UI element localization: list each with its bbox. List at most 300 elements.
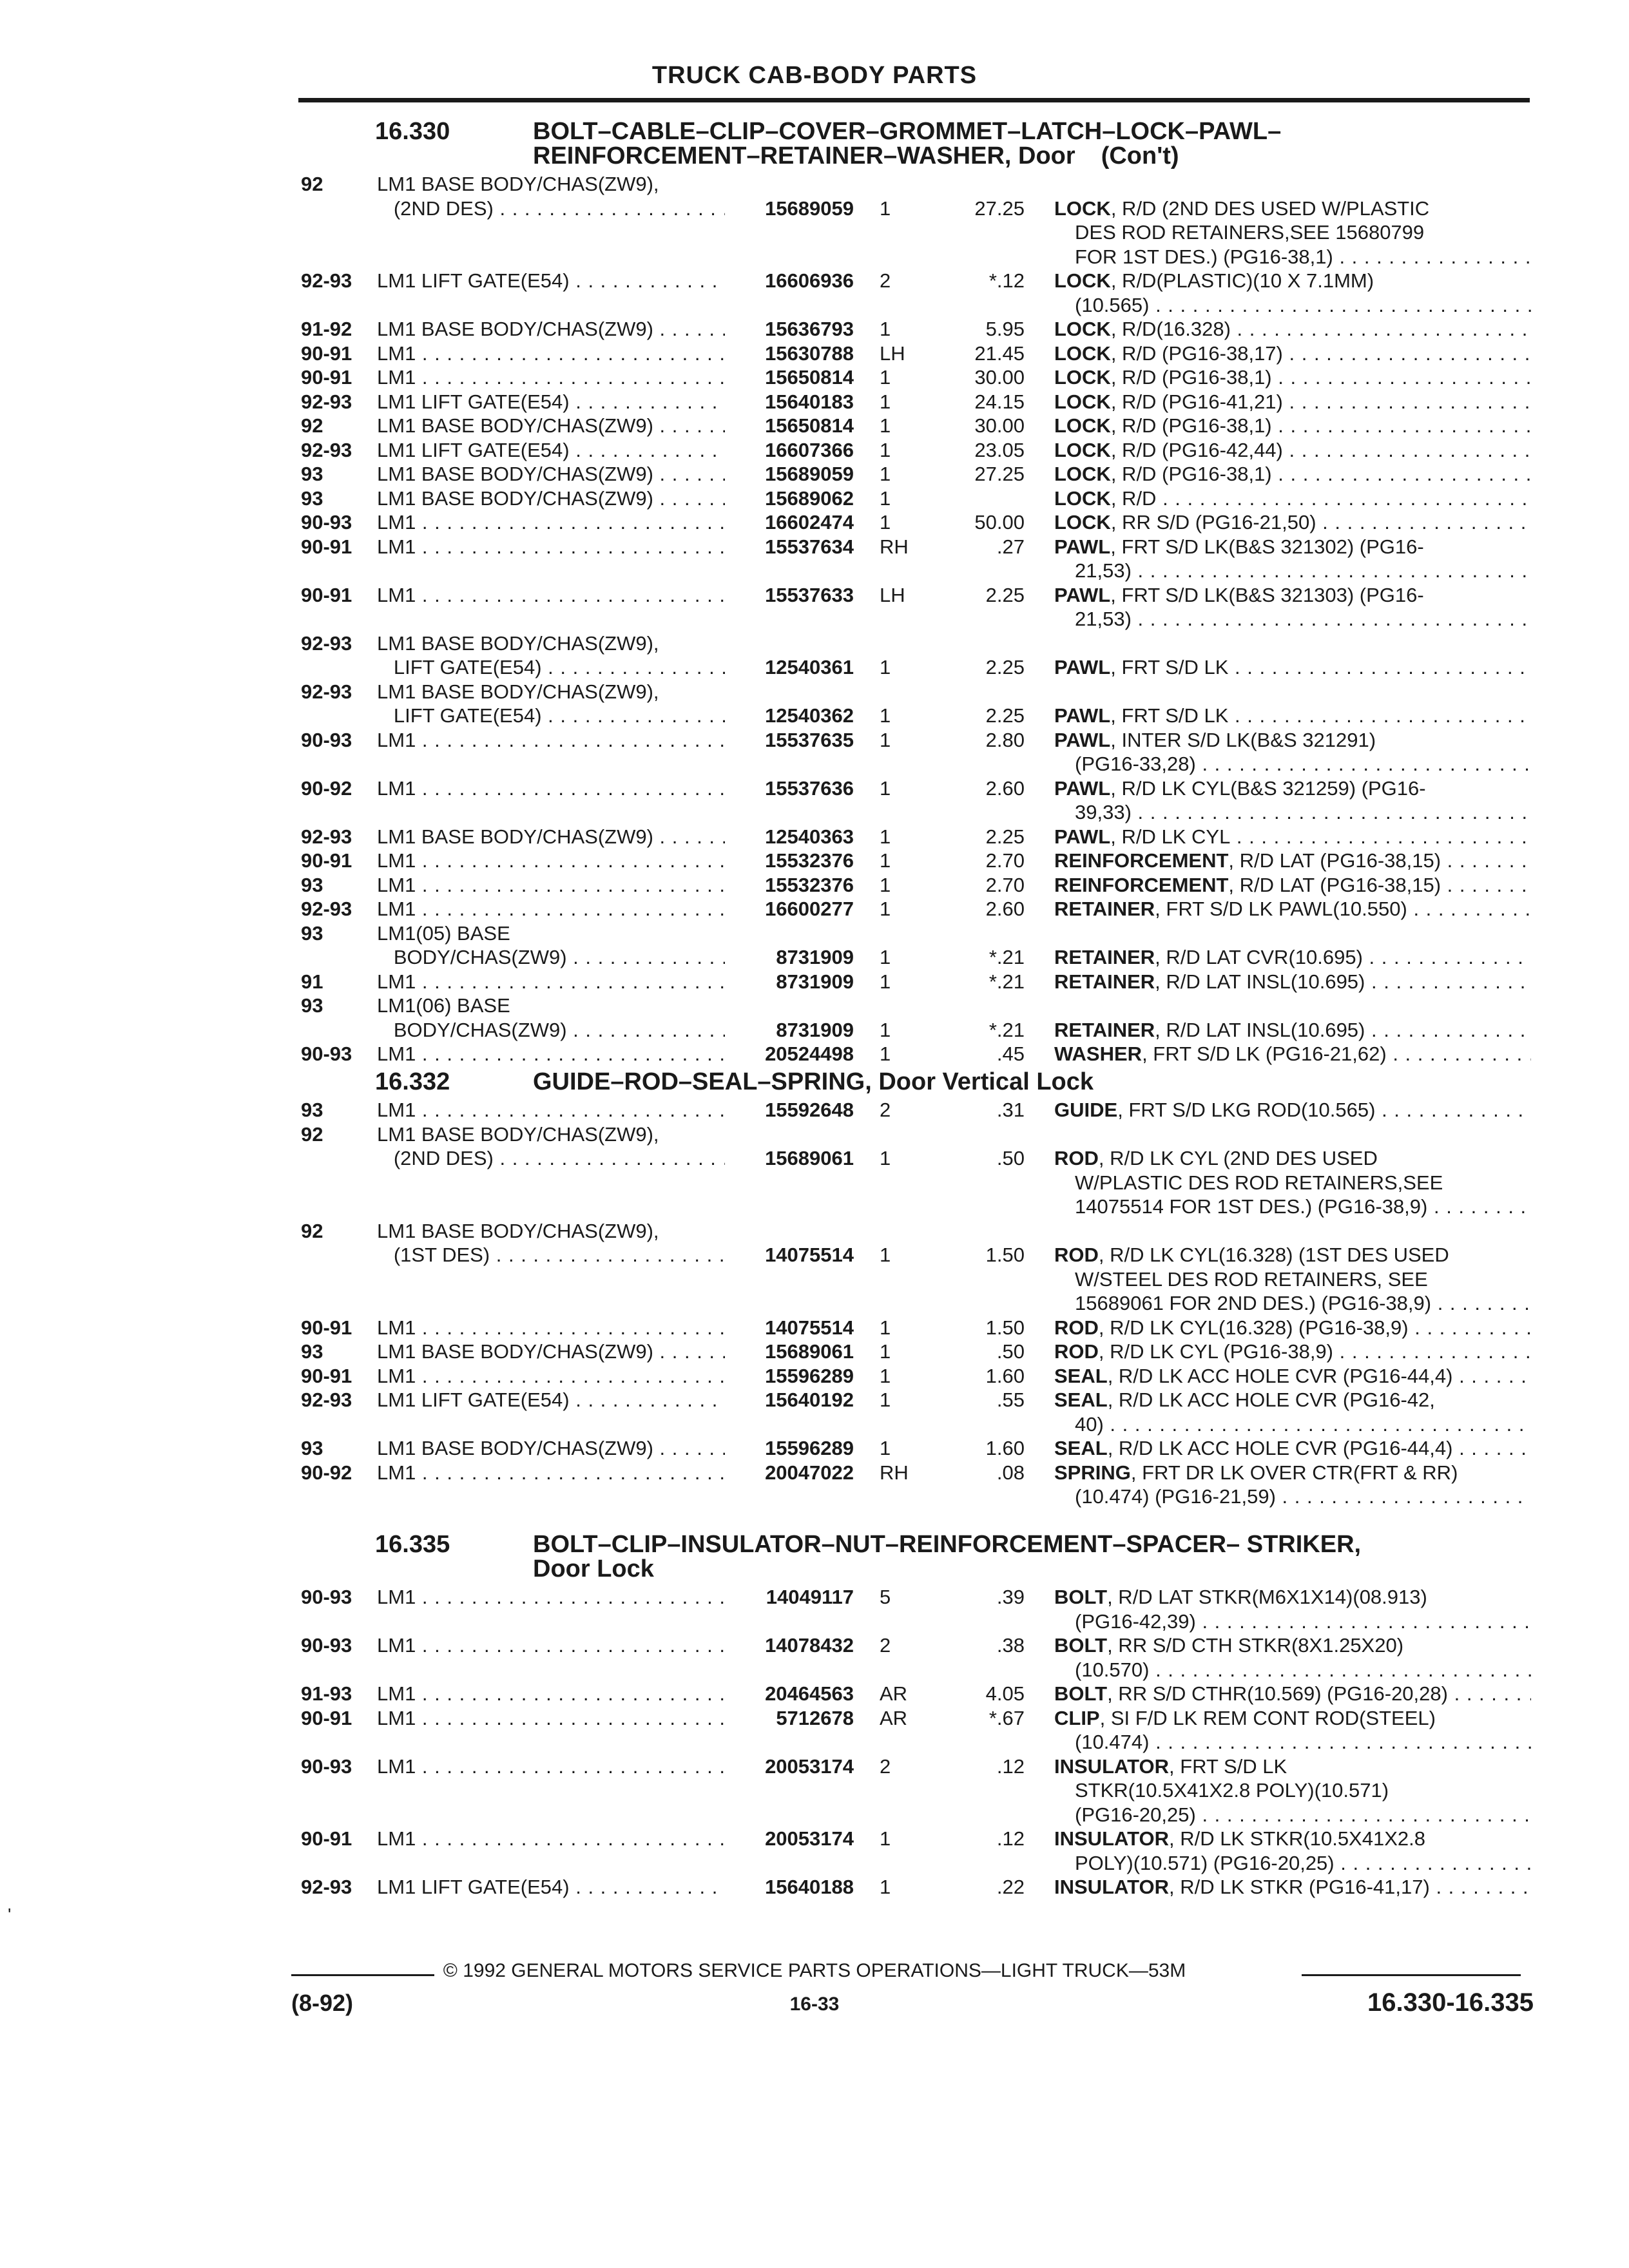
- section-number: 16.335: [375, 1531, 450, 1558]
- part-description: [1054, 462, 1531, 486]
- model-code: [377, 583, 725, 608]
- part-number: 15532376: [765, 849, 854, 872]
- model-code: [377, 1461, 725, 1485]
- model-code: [377, 390, 725, 414]
- model-line: LM1 . . .: [377, 1461, 725, 1485]
- part-number: 14049117: [766, 1586, 854, 1608]
- part-name: LOCK: [1054, 269, 1111, 292]
- model-code: [377, 1633, 725, 1658]
- price: 2.25: [985, 825, 1025, 848]
- model-code: [377, 680, 725, 728]
- quantity: 1: [880, 366, 891, 389]
- price: 1.50: [985, 1244, 1025, 1266]
- description-line: SPRING, FRT DR LK OVER CTR(FRT & RR): [1054, 1461, 1458, 1484]
- quantity: 1: [880, 656, 891, 678]
- part-description: [1054, 1436, 1531, 1461]
- description-line: LOCK, R/D(16.328) . . .: [1054, 317, 1531, 341]
- price: 50.00: [974, 511, 1025, 533]
- model-year: 92-93: [301, 680, 352, 703]
- part-name: ROD: [1054, 1147, 1099, 1169]
- part-description: [1054, 1388, 1531, 1436]
- part-number: 15689059: [765, 197, 854, 220]
- model-year: 92-93: [301, 269, 352, 292]
- model-year: 93: [301, 994, 323, 1017]
- part-number: 15636793: [765, 318, 854, 340]
- description-line: PAWL, FRT S/D LK . . .: [1054, 655, 1531, 680]
- model-code: [377, 1388, 725, 1412]
- footer-copyright: © 1992 GENERAL MOTORS SERVICE PARTS OPERATIONS—LIGHT TRUCK—53M: [434, 1960, 1195, 1981]
- description-line: (PG16-42,39) . . .: [1054, 1610, 1531, 1634]
- model-year: 92: [301, 1122, 323, 1146]
- part-name: LOCK: [1054, 318, 1111, 340]
- price: 5.95: [985, 318, 1025, 340]
- description-line: PAWL, FRT S/D LK(B&S 321302) (PG16-: [1054, 535, 1424, 558]
- part-number: 8731909: [776, 970, 854, 993]
- part-description: [1054, 1585, 1531, 1633]
- part-description: [1054, 825, 1531, 849]
- model-year: 93: [301, 463, 323, 485]
- model-line: BODY/CHAS(ZW9) . . .: [377, 1018, 725, 1043]
- model-line: LM1 . . .: [377, 510, 725, 535]
- quantity: 1: [880, 1876, 891, 1898]
- model-code: [377, 921, 725, 970]
- price: *.67: [988, 1706, 1025, 1729]
- price: .12: [996, 1827, 1025, 1850]
- part-name: ROD: [1054, 1340, 1099, 1363]
- part-name: WASHER: [1054, 1043, 1142, 1065]
- quantity: 1: [880, 390, 891, 413]
- part-description: [1054, 341, 1531, 366]
- description-line: PAWL, INTER S/D LK(B&S 321291): [1054, 728, 1376, 751]
- model-code: [377, 1706, 725, 1731]
- part-name: ROD: [1054, 1244, 1099, 1266]
- section-heading: [533, 1532, 1361, 1581]
- part-number: 15640183: [765, 390, 854, 413]
- section-continued: (Con't): [1101, 142, 1179, 169]
- part-description: [1054, 970, 1531, 994]
- quantity: LH: [880, 583, 905, 606]
- model-year: 90-93: [301, 728, 352, 751]
- description-line: (PG16-33,28) . . .: [1054, 752, 1531, 776]
- model-line: LM1 LIFT GATE(E54) . . .: [377, 390, 725, 414]
- part-description: [1054, 1461, 1531, 1509]
- part-description: [1054, 510, 1531, 535]
- part-number: 8731909: [776, 946, 854, 968]
- model-code: [377, 1219, 725, 1267]
- model-code: [377, 414, 725, 438]
- part-name: BOLT: [1054, 1586, 1108, 1608]
- description-line: LOCK, R/D (PG16-38,1) . . .: [1054, 414, 1531, 438]
- quantity: 5: [880, 1586, 891, 1608]
- quantity: 2: [880, 269, 891, 292]
- price: .12: [996, 1754, 1025, 1778]
- part-description: [1054, 1706, 1531, 1754]
- model-code: [377, 994, 725, 1042]
- model-line: LM1 . . .: [377, 1585, 725, 1610]
- part-number: 16607366: [765, 438, 854, 461]
- model-year: 93: [301, 1099, 323, 1121]
- model-line: LM1 BASE BODY/CHAS(ZW9) . . .: [377, 317, 725, 341]
- description-line: REINFORCEMENT, R/D LAT (PG16-38,15) . . .: [1054, 849, 1531, 873]
- section-heading-line: REINFORCEMENT–RETAINER–WASHER, Door (Con't): [533, 142, 1179, 169]
- part-number: 20053174: [765, 1827, 854, 1850]
- price: 2.25: [985, 704, 1025, 727]
- quantity: 1: [880, 825, 891, 848]
- part-number: 15650814: [765, 414, 854, 437]
- description-line: 21,53) . . .: [1054, 607, 1531, 631]
- model-year: 90-91: [301, 1706, 352, 1729]
- model-line: (2ND DES) . . .: [377, 1146, 725, 1171]
- description-line: GUIDE, FRT S/D LKG ROD(10.565) . . .: [1054, 1098, 1531, 1122]
- part-name: PAWL: [1054, 535, 1111, 558]
- price: .31: [996, 1099, 1025, 1121]
- part-description: [1054, 583, 1531, 631]
- model-code: [377, 438, 725, 463]
- margin-mark: ': [8, 1905, 12, 1925]
- quantity: 1: [880, 318, 891, 340]
- part-number: 16606936: [765, 269, 854, 292]
- price: .08: [996, 1461, 1025, 1484]
- part-number: 14075514: [765, 1244, 854, 1266]
- description-line: LOCK, R/D (2ND DES USED W/PLASTIC: [1054, 197, 1430, 220]
- description-line: WASHER, FRT S/D LK (PG16-21,62) . . .: [1054, 1042, 1531, 1066]
- description-line: INSULATOR, FRT S/D LK: [1054, 1754, 1287, 1778]
- part-number: 20047022: [765, 1461, 854, 1484]
- model-year: 93: [301, 921, 323, 945]
- quantity: 1: [880, 1827, 891, 1850]
- model-year: 90-92: [301, 776, 352, 800]
- part-number: 15689061: [765, 1147, 854, 1169]
- part-number: 15592648: [765, 1099, 854, 1121]
- price: .45: [996, 1043, 1025, 1065]
- model-line: LM1 . . .: [377, 1098, 725, 1122]
- model-code: [377, 631, 725, 680]
- part-number: 16600277: [765, 898, 854, 920]
- description-line: CLIP, SI F/D LK REM CONT ROD(STEEL): [1054, 1706, 1436, 1729]
- model-line: LM1 LIFT GATE(E54) . . .: [377, 438, 725, 463]
- quantity: RH: [880, 1461, 909, 1484]
- section-number: 16.332: [375, 1068, 450, 1095]
- part-name: PAWL: [1054, 825, 1111, 848]
- model-code: [377, 1316, 725, 1340]
- description-line: DES ROD RETAINERS,SEE 15680799: [1075, 221, 1425, 244]
- model-year: 90-93: [301, 1754, 352, 1778]
- description-line: 14075514 FOR 1ST DES.) (PG16-38,9) . . .: [1054, 1195, 1531, 1219]
- model-line: LM1 LIFT GATE(E54) . . .: [377, 1388, 725, 1412]
- price: 2.60: [985, 776, 1025, 800]
- quantity: LH: [880, 341, 905, 365]
- model-year: 90-93: [301, 1043, 352, 1065]
- part-description: [1054, 1340, 1531, 1364]
- part-number: 15640188: [765, 1876, 854, 1898]
- model-line: LM1 BASE BODY/CHAS(ZW9) . . .: [377, 414, 725, 438]
- quantity: 1: [880, 511, 891, 533]
- description-line: W/STEEL DES ROD RETAINERS, SEE: [1075, 1267, 1428, 1291]
- model-code: [377, 1098, 725, 1122]
- model-line: BODY/CHAS(ZW9) . . .: [377, 945, 725, 970]
- quantity: 1: [880, 486, 891, 510]
- part-description: [1054, 438, 1531, 463]
- quantity: 1: [880, 1437, 891, 1459]
- part-number: 15596289: [765, 1364, 854, 1387]
- footer-date: (8-92): [291, 1990, 354, 2016]
- model-line: LM1 BASE BODY/CHAS(ZW9),: [377, 631, 659, 655]
- model-year: 92: [301, 1219, 323, 1242]
- price: 23.05: [974, 438, 1025, 461]
- part-number: 16602474: [765, 511, 854, 533]
- description-line: REINFORCEMENT, R/D LAT (PG16-38,15) . . .: [1054, 873, 1531, 898]
- description-line: POLY)(10.571) (PG16-20,25) . . .: [1054, 1851, 1531, 1876]
- price: 2.80: [985, 728, 1025, 751]
- model-line: LIFT GATE(E54) . . .: [377, 655, 725, 680]
- model-year: 90-91: [301, 1364, 352, 1387]
- part-number: 15532376: [765, 873, 854, 896]
- quantity: 1: [880, 970, 891, 993]
- quantity: AR: [880, 1682, 908, 1705]
- description-line: LOCK, R/D (PG16-38,1) . . .: [1054, 462, 1531, 486]
- section-heading-line: BOLT–CLIP–INSULATOR–NUT–REINFORCEMENT–SPACER– STRIKER,: [533, 1531, 1362, 1558]
- description-line: INSULATOR, R/D LK STKR(10.5X41X2.8: [1054, 1827, 1425, 1850]
- part-number: 12540361: [765, 656, 854, 678]
- section-heading-line: BOLT–CABLE–CLIP–COVER–GROMMET–LATCH–LOCK–PAWL–: [533, 118, 1282, 145]
- description-line: LOCK, R/D (PG16-38,1) . . .: [1054, 365, 1531, 390]
- price: 2.60: [985, 898, 1025, 920]
- part-number: 15537636: [765, 776, 854, 800]
- quantity: 1: [880, 1364, 891, 1387]
- description-line: ROD, R/D LK CYL(16.328) (1ST DES USED: [1054, 1244, 1449, 1266]
- price: 27.25: [974, 463, 1025, 485]
- part-description: [1054, 704, 1531, 728]
- model-year: 90-91: [301, 535, 352, 558]
- model-line: LM1 . . .: [377, 849, 725, 873]
- model-year: 92-93: [301, 1389, 352, 1411]
- part-number: 20464563: [765, 1682, 854, 1705]
- description-line: BOLT, RR S/D CTHR(10.569) (PG16-20,28) . . .: [1054, 1682, 1531, 1706]
- model-code: [377, 873, 725, 898]
- model-year: 91-92: [301, 318, 352, 340]
- model-year: 93: [301, 1340, 323, 1363]
- model-year: 92-93: [301, 898, 352, 920]
- quantity: 1: [880, 776, 891, 800]
- model-code: [377, 172, 725, 220]
- description-line: LOCK, R/D (PG16-41,21) . . .: [1054, 390, 1531, 414]
- part-description: [1054, 1875, 1531, 1899]
- price: .50: [996, 1147, 1025, 1169]
- part-name: LOCK: [1054, 463, 1111, 485]
- model-line: LM1 . . .: [377, 341, 725, 366]
- part-description: [1054, 1018, 1531, 1043]
- price: 2.25: [985, 583, 1025, 606]
- model-line: LM1 BASE BODY/CHAS(ZW9),: [377, 1219, 659, 1242]
- model-year: 93: [301, 486, 323, 510]
- part-description: [1054, 1364, 1531, 1389]
- model-line: LIFT GATE(E54) . . .: [377, 704, 725, 728]
- price: 1.60: [985, 1437, 1025, 1459]
- description-line: SEAL, R/D LK ACC HOLE CVR (PG16-42,: [1054, 1389, 1435, 1411]
- part-description: [1054, 1827, 1531, 1875]
- price: .22: [996, 1876, 1025, 1898]
- model-line: LM1 . . .: [377, 1042, 725, 1066]
- description-line: BOLT, R/D LAT STKR(M6X1X14)(08.913): [1054, 1586, 1427, 1608]
- part-name: PAWL: [1054, 704, 1111, 727]
- model-code: [377, 1122, 725, 1171]
- part-name: CLIP: [1054, 1706, 1100, 1729]
- quantity: 2: [880, 1754, 891, 1778]
- section-heading: [533, 119, 1281, 168]
- description-line: PAWL, FRT S/D LK . . .: [1054, 704, 1531, 728]
- part-name: SPRING: [1054, 1461, 1131, 1484]
- model-code: [377, 269, 725, 293]
- part-number: 14075514: [765, 1316, 854, 1339]
- section-heading: [533, 1070, 1094, 1094]
- description-line: 21,53) . . .: [1054, 559, 1531, 583]
- price: .50: [996, 1340, 1025, 1363]
- model-line: LM1 . . .: [377, 873, 725, 898]
- model-line: LM1 BASE BODY/CHAS(ZW9),: [377, 1122, 659, 1146]
- quantity: 1: [880, 1147, 891, 1169]
- model-code: [377, 365, 725, 390]
- description-line: LOCK, R/D (PG16-42,44) . . .: [1054, 438, 1531, 463]
- model-code: [377, 1754, 725, 1779]
- part-name: GUIDE: [1054, 1099, 1118, 1121]
- model-line: LM1 . . .: [377, 1364, 725, 1389]
- description-line: ROD, R/D LK CYL(16.328) (PG16-38,9) . . .: [1054, 1316, 1531, 1340]
- model-year: 92-93: [301, 631, 352, 655]
- quantity: RH: [880, 535, 909, 558]
- footer-section-range: 16.330-16.335: [1367, 1988, 1534, 2017]
- part-description: [1054, 1682, 1531, 1706]
- description-line: (10.565) . . .: [1054, 293, 1531, 318]
- model-line: LM1 . . .: [377, 1754, 725, 1779]
- part-name: REINFORCEMENT: [1054, 873, 1229, 896]
- part-description: [1054, 486, 1531, 511]
- part-description: [1054, 535, 1531, 583]
- model-code: [377, 1827, 725, 1851]
- part-number: 14078432: [765, 1634, 854, 1657]
- part-description: [1054, 365, 1531, 390]
- part-name: LOCK: [1054, 366, 1111, 389]
- price: 24.15: [974, 390, 1025, 413]
- description-line: RETAINER, R/D LAT INSL(10.695) . . .: [1054, 970, 1531, 994]
- model-line: LM1 . . .: [377, 776, 725, 801]
- model-code: [377, 1875, 725, 1899]
- section-heading-line: GUIDE–ROD–SEAL–SPRING, Door Vertical Lock: [533, 1068, 1094, 1095]
- model-line: (1ST DES) . . .: [377, 1243, 725, 1267]
- model-line: LM1 LIFT GATE(E54) . . .: [377, 269, 725, 293]
- model-year: 92-93: [301, 825, 352, 848]
- part-number: 20053174: [765, 1754, 854, 1778]
- model-year: 90-91: [301, 366, 352, 389]
- part-name: PAWL: [1054, 656, 1111, 678]
- model-year: 91: [301, 970, 323, 993]
- quantity: 1: [880, 1244, 891, 1266]
- model-line: LM1 . . .: [377, 897, 725, 921]
- model-year: 90-91: [301, 1827, 352, 1850]
- model-line: LM1 . . .: [377, 1316, 725, 1340]
- part-name: LOCK: [1054, 390, 1111, 413]
- quantity: 1: [880, 1316, 891, 1339]
- part-name: SEAL: [1054, 1437, 1108, 1459]
- price: 1.50: [985, 1316, 1025, 1339]
- model-line: LM1 BASE BODY/CHAS(ZW9) . . .: [377, 1340, 725, 1364]
- model-line: LM1 . . .: [377, 583, 725, 608]
- part-description: [1054, 897, 1531, 921]
- description-line: BOLT, RR S/D CTH STKR(8X1.25X20): [1054, 1634, 1404, 1657]
- part-description: [1054, 849, 1531, 873]
- part-name: REINFORCEMENT: [1054, 849, 1229, 872]
- quantity: 1: [880, 1043, 891, 1065]
- model-code: [377, 728, 725, 753]
- price: 27.25: [974, 197, 1025, 220]
- model-code: [377, 1682, 725, 1706]
- model-line: LM1 . . .: [377, 365, 725, 390]
- part-description: [1054, 776, 1531, 825]
- description-line: LOCK, R/D(PLASTIC)(10 X 7.1MM): [1054, 269, 1374, 292]
- model-line: LM1 . . .: [377, 1827, 725, 1851]
- part-name: SEAL: [1054, 1364, 1108, 1387]
- quantity: 1: [880, 728, 891, 751]
- model-year: 90-91: [301, 583, 352, 606]
- model-year: 92: [301, 414, 323, 437]
- model-code: [377, 317, 725, 341]
- price: *.21: [988, 970, 1025, 993]
- model-line: LM1 . . .: [377, 1706, 725, 1731]
- description-line: ROD, R/D LK CYL (2ND DES USED: [1054, 1147, 1378, 1169]
- model-line: LM1 BASE BODY/CHAS(ZW9),: [377, 173, 659, 195]
- part-description: [1054, 728, 1531, 776]
- part-number: 8731909: [776, 1018, 854, 1041]
- model-year: 90-93: [301, 1586, 352, 1608]
- description-line: 15689061 FOR 2ND DES.) (PG16-38,9) . . .: [1054, 1291, 1531, 1316]
- part-name: RETAINER: [1054, 1018, 1155, 1041]
- quantity: 1: [880, 463, 891, 485]
- quantity: 2: [880, 1634, 891, 1657]
- section-title: [375, 119, 1281, 168]
- model-line: LM1 . . .: [377, 535, 725, 559]
- part-name: RETAINER: [1054, 898, 1155, 920]
- part-number: 15630788: [765, 341, 854, 365]
- page-header: TRUCK CAB-BODY PARTS: [651, 62, 978, 89]
- footer-copyright-wrap: [0, 1960, 1629, 1982]
- model-code: [377, 486, 725, 511]
- model-year: 92-93: [301, 390, 352, 413]
- part-description: [1054, 1633, 1531, 1682]
- model-year: 91-93: [301, 1682, 352, 1705]
- quantity: 1: [880, 1018, 891, 1041]
- model-year: 93: [301, 1437, 323, 1459]
- price: *.21: [988, 1018, 1025, 1041]
- section-title: [375, 1532, 1361, 1581]
- part-name: LOCK: [1054, 438, 1111, 461]
- description-line: LOCK, RR S/D (PG16-21,50) . . .: [1054, 510, 1531, 535]
- price: 2.70: [985, 873, 1025, 896]
- model-code: [377, 1340, 725, 1364]
- part-name: INSULATOR: [1054, 1827, 1169, 1850]
- quantity: 1: [880, 849, 891, 872]
- quantity: 1: [880, 898, 891, 920]
- model-year: 90-92: [301, 1461, 352, 1484]
- part-description: [1054, 1042, 1531, 1066]
- part-number: 15689059: [765, 463, 854, 485]
- quantity: 1: [880, 704, 891, 727]
- part-number: 15596289: [765, 1437, 854, 1459]
- model-line: LM1 LIFT GATE(E54) . . .: [377, 1875, 725, 1899]
- model-code: [377, 462, 725, 486]
- model-line: LM1 . . .: [377, 970, 725, 994]
- part-description: [1054, 1316, 1531, 1340]
- description-line: STKR(10.5X41X2.8 POLY)(10.571): [1075, 1779, 1389, 1802]
- part-name: PAWL: [1054, 728, 1111, 751]
